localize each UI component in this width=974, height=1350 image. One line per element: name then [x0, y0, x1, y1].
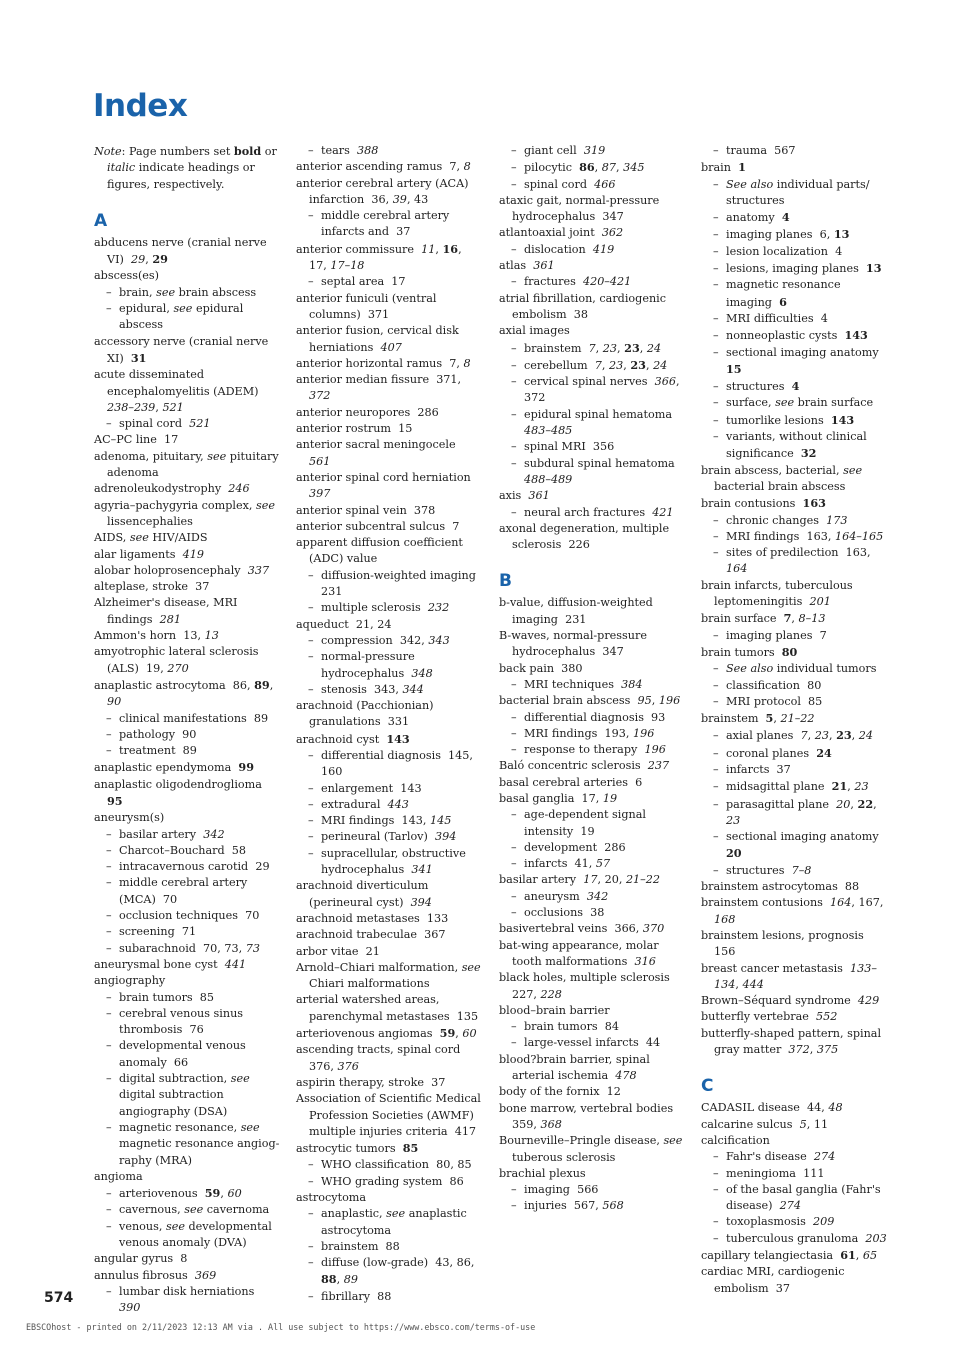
index-entry: anterior cerebral artery (ACA) infarction 36, 39, 43: [296, 176, 469, 206]
index-subentry: – lumbar disk herniations 390: [106, 1284, 258, 1315]
index-entry: brainstem contusions 164, 167, 168: [701, 896, 884, 926]
index-subentry: – clinical manifestations 89: [106, 711, 269, 725]
section-letter-heading: A: [94, 210, 108, 231]
index-subentry: – compression 342, 343: [308, 633, 450, 647]
index-subentry: – imaging 566: [511, 1183, 599, 1197]
index-subentry: – dislocation 419: [511, 242, 615, 256]
index-entry: axis 361: [499, 489, 550, 503]
index-subentry: – magnetic resonance imaging 6: [713, 278, 841, 309]
index-entry: astrocytoma: [296, 1191, 367, 1204]
index-subentry: – fibrillary 88: [308, 1289, 392, 1303]
index-subentry: – tumorlike lesions 143: [713, 412, 855, 427]
index-subentry: – surface, see brain surface: [713, 396, 874, 410]
index-entry: anterior funiculi (ventral columns) 371: [296, 291, 437, 321]
index-entry: aneurysm(s): [94, 811, 165, 825]
index-subentry: – nonneoplastic cysts 143: [713, 328, 868, 343]
index-subentry: – diffuse (low-grade) 43, 86, 88, 89: [308, 1256, 475, 1287]
index-entry: anterior median fissure 371, 372: [296, 373, 462, 403]
index-subentry: – occlusion techniques 70: [106, 909, 260, 923]
index-subentry: – differential diagnosis 93: [511, 710, 666, 724]
index-entry: ataxic gait, normal-pressure hydrocephalus 347: [499, 193, 660, 224]
index-subentry: – MRI findings 193, 196: [511, 726, 655, 740]
index-column-4: [701, 143, 887, 1297]
index-entry: aspirin therapy, stroke 37: [296, 1075, 446, 1089]
index-subentry: – coronal planes 24: [713, 745, 832, 760]
index-column-3: [499, 143, 685, 1215]
index-entry: abducens nerve (cranial nerve VI) 29, 29: [94, 235, 267, 267]
index-subentry: – tears 388: [308, 144, 379, 157]
index-entry: agyria–pachygyria complex, see lissencephalies: [94, 498, 275, 528]
index-subentry: – brainstem 88: [308, 1239, 400, 1253]
index-subentry: – lesion localization 4: [713, 244, 843, 258]
index-subentry: – differential diagnosis 145, 160: [308, 748, 473, 779]
index-subentry: – midsagittal plane 21, 23: [713, 779, 869, 794]
index-entry: anterior ascending ramus 7, 8: [296, 160, 471, 174]
index-entry: apparent diffusion coefficient (ADC) value: [296, 536, 463, 566]
section-letter-heading: B: [499, 571, 512, 592]
index-entry: axial images: [499, 324, 570, 338]
index-subentry: – middle cerebral artery (MCA) 70: [106, 876, 248, 906]
index-entry: cardiac MRI, cardiogenic embolism 37: [701, 1265, 845, 1295]
index-entry: acute disseminated encephalomyelitis (ADEM) 238–239, 521: [94, 368, 263, 414]
index-entry: annulus fibrosus 369: [94, 1268, 217, 1282]
index-subentry: – intracavernous carotid 29: [106, 860, 270, 874]
index-entry: aneurysmal bone cyst 441: [94, 957, 247, 971]
index-entry: breast cancer metastasis 133–134, 444: [701, 961, 877, 991]
index-entry: brain tumors 80: [701, 644, 798, 659]
index-subentry: – See also individual tumors: [713, 662, 877, 676]
index-subentry: – neural arch fractures 421: [511, 505, 674, 519]
index-subentry: – venous, see developmental venous anomaly (DVA): [106, 1219, 272, 1249]
section-letter-heading: C: [701, 1076, 714, 1097]
index-entry: brainstem lesions, prognosis 156: [701, 928, 868, 959]
index-subentry: – See also individual parts/ structures: [713, 177, 870, 207]
index-subentry: – magnetic resonance, see magnetic resonance angiography (MRA): [106, 1120, 280, 1167]
index-subentry: – epidural spinal hematoma 483–485: [511, 407, 676, 438]
index-entry: adrenoleukodystrophy 246: [94, 482, 250, 496]
index-entry: anterior fusion, cervical disk herniations 407: [296, 324, 459, 354]
index-entry: arachnoid metastases 133: [296, 911, 449, 925]
index-entry: basivertebral veins 366, 370: [499, 922, 665, 936]
index-entry: AC–PC line 17: [94, 433, 179, 447]
index-subentry: – of the basal ganglia (Fahr's disease) 274: [713, 1182, 881, 1213]
index-entry: arachnoid (Pacchionian) granulations 331: [296, 699, 434, 729]
index-subentry: – sectional imaging anatomy 15: [713, 345, 883, 376]
index-entry: bat-wing appearance, molar tooth malformations 316: [499, 938, 659, 968]
index-subentry: – lesions, imaging planes 13: [713, 261, 882, 276]
index-subentry: – cervical spinal nerves 366, 372: [511, 375, 680, 405]
index-entry: alobar holoprosencephaly 337: [94, 563, 270, 577]
index-entry: blood?brain barrier, spinal arterial ischemia 478: [499, 1052, 650, 1083]
index-subentry: – screening 71: [106, 925, 197, 939]
index-subentry: – middle cerebral artery infarcts and 37: [308, 209, 450, 239]
index-entry: alteplase, stroke 37: [94, 580, 210, 594]
index-entry: B-waves, normal-pressure hydrocephalus 347: [499, 629, 647, 659]
index-entry: brachial plexus: [499, 1166, 586, 1180]
index-entry: brain infarcts, tuberculous leptomeningitis 201: [701, 578, 853, 609]
index-subentry: – meningioma 111: [713, 1166, 825, 1180]
index-subentry: – cavernous, see cavernoma: [106, 1203, 270, 1217]
index-entry: arterial watershed areas, parenchymal metastases 135: [296, 993, 479, 1023]
index-subentry: – digital subtraction, see digital subtraction angiography (DSA): [106, 1072, 250, 1118]
index-entry: anterior subcentral sulcus 7: [296, 519, 460, 533]
index-entry: b-value, diffusion-weighted imaging 231: [499, 596, 653, 626]
index-subentry: – age-dependent signal intensity 19: [511, 808, 646, 838]
index-entry: brain 1: [701, 160, 746, 175]
index-subentry: – arteriovenous 59, 60: [106, 1186, 242, 1201]
index-subentry: – brainstem 7, 23, 23, 24: [511, 340, 662, 355]
index-entry: basal ganglia 17, 19: [499, 791, 618, 805]
index-subentry: – brain tumors 85: [106, 990, 215, 1004]
index-entry: brainstem 5, 21–22: [701, 711, 815, 726]
index-subentry: – brain tumors 84: [511, 1020, 620, 1034]
footer-text: EBSCOhost - printed on 2/11/2023 12:13 AM via . All use subject to https://www.ebsco.com/terms-of-use: [26, 1322, 536, 1332]
index-subentry: – anaplastic, see anaplastic astrocytoma: [308, 1207, 467, 1237]
index-entry: AIDS, see HIV/AIDS: [94, 531, 208, 545]
index-subentry: – injuries 567, 568: [511, 1199, 624, 1213]
index-entry: Ammon's horn 13, 13: [94, 629, 219, 643]
index-subentry: – supracellular, obstructive hydrocephalus 341: [308, 846, 466, 877]
index-entry: butterfly-shaped pattern, spinal gray matter 372, 375: [701, 1026, 882, 1057]
index-subentry: – MRI protocol 85: [713, 694, 823, 708]
index-entry: arachnoid cyst 143: [296, 731, 410, 746]
index-entry: Arnold–Chiari malformation, see Chiari malformations: [296, 960, 481, 991]
index-entry: calcarine sulcus 5, 11: [701, 1117, 829, 1131]
index-subentry: – sites of predilection 163, 164: [713, 546, 871, 576]
index-entry: abscess(es): [94, 269, 160, 283]
index-entry: angular gyrus 8: [94, 1252, 188, 1266]
index-entry: amyotrophic lateral sclerosis (ALS) 19, 270: [94, 645, 259, 675]
index-subentry: – WHO grading system 86: [308, 1174, 464, 1188]
index-subentry: – pathology 90: [106, 727, 197, 741]
index-subentry: – MRI findings 163, 164–165: [713, 529, 884, 543]
index-entry: Bourneville–Pringle disease, see tuberous sclerosis: [499, 1134, 683, 1164]
index-subentry: – aneurysm 342: [511, 889, 609, 903]
index-subentry: – sectional imaging anatomy 20: [713, 830, 883, 861]
index-subentry: – MRI techniques 384: [511, 677, 643, 691]
index-entry: anterior spinal vein 378: [296, 503, 436, 517]
index-subentry: – tuberculous granuloma 203: [713, 1231, 887, 1245]
index-subentry: – toxoplasmosis 209: [713, 1215, 835, 1229]
index-entry: Baló concentric sclerosis 237: [499, 759, 670, 773]
index-entry: Brown–Séquard syndrome 429: [701, 994, 880, 1008]
index-subentry: – MRI findings 143, 145: [308, 814, 452, 828]
index-subentry: – response to therapy 196: [511, 743, 666, 757]
index-entry: atlantoaxial joint 362: [499, 226, 624, 240]
index-subentry: – brain, see brain abscess: [106, 285, 257, 299]
index-subentry: – diffusion-weighted imaging 231: [308, 568, 480, 599]
index-entry: axonal degeneration, multiple sclerosis 226: [499, 521, 670, 552]
index-subentry: – pilocytic 86, 87, 345: [511, 160, 645, 175]
index-entry: basilar artery 17, 20, 21–22: [499, 873, 661, 887]
index-subentry: – development 286: [511, 840, 626, 854]
index-subentry: – structures 7–8: [713, 863, 812, 877]
index-entry: anterior rostrum 15: [296, 422, 413, 436]
index-subentry: – Charcot–Bouchard 58: [106, 843, 247, 857]
index-entry: anterior spinal cord herniation 397: [296, 470, 475, 501]
index-entry: calcification: [701, 1133, 770, 1147]
index-entry: anterior horizontal ramus 7, 8: [296, 356, 471, 370]
index-entry: adenoma, pituitary, see pituitary adenoma: [94, 449, 279, 480]
index-entry: brain abscess, bacterial, see bacterial brain abscess: [701, 463, 863, 493]
index-subentry: – trauma 567: [713, 144, 796, 157]
index-entry: aqueduct 21, 24: [296, 617, 392, 631]
index-subentry: – enlargement 143: [308, 781, 422, 795]
index-entry: anterior commissure 11, 16, 17, 17–18: [296, 241, 462, 273]
index-subentry: – fractures 420–421: [511, 275, 632, 289]
index-subentry: – infarcts 41, 57: [511, 857, 611, 871]
index-subentry: – multiple sclerosis 232: [308, 601, 450, 615]
index-entry: Association of Scientific Medical Profession Societies (AWMF) multiple injuries criteria 417: [296, 1092, 481, 1138]
index-entry: arteriovenous angiomas 59, 60: [296, 1026, 477, 1041]
index-subentry: – epidural, see epidural abscess: [106, 302, 244, 332]
index-entry: angioma: [94, 1169, 143, 1183]
index-entry: ascending tracts, spinal cord 376, 376: [296, 1043, 464, 1073]
index-entry: anaplastic astrocytoma 86, 89, 90: [94, 677, 274, 709]
index-entry: anaplastic oligodendroglioma 95: [94, 777, 266, 808]
index-entry: atlas 361: [499, 259, 555, 273]
index-entry: bone marrow, vertebral bodies 359, 368: [499, 1101, 677, 1131]
index-subentry: – large-vessel infarcts 44: [511, 1036, 661, 1050]
index-entry: anterior neuropores 286: [296, 405, 439, 419]
index-subentry: – variants, without clinical significance 32: [713, 430, 867, 461]
index-entry: blood–brain barrier: [499, 1003, 610, 1017]
index-subentry: – spinal MRI 356: [511, 440, 615, 454]
index-subentry: – spinal cord 466: [511, 177, 616, 191]
index-subentry: – occlusions 38: [511, 906, 605, 920]
index-column-2: [296, 143, 482, 1305]
index-entry: capillary telangiectasia 61, 65: [701, 1248, 878, 1262]
index-entry: angiography: [94, 974, 166, 988]
index-entry: astrocytic tumors 85: [296, 1141, 419, 1156]
index-subentry: – developmental venous anomaly 66: [106, 1039, 246, 1069]
index-entry: accessory nerve (cranial nerve XI) 31: [94, 334, 269, 365]
index-entry: body of the fornix 12: [499, 1085, 621, 1099]
index-entry: anterior sacral meningocele 561: [296, 438, 460, 468]
index-entry: brainstem astrocytomas 88: [701, 880, 860, 894]
index-subentry: – subarachnoid 70, 73, 73: [106, 941, 261, 955]
index-subentry: – chronic changes 173: [713, 513, 848, 527]
index-subentry: – subdural spinal hematoma 488–489: [511, 456, 679, 486]
index-subentry: – axial planes 7, 23, 23, 24: [713, 728, 874, 743]
index-subentry: – anatomy 4: [713, 210, 790, 225]
index-subentry: – normal-pressure hydrocephalus 348: [308, 650, 433, 680]
index-entry: brain surface 7, 8–13: [701, 611, 826, 626]
index-entry: Alzheimer's disease, MRI findings 281: [94, 596, 238, 626]
index-subentry: – cerebellum 7, 23, 23, 24: [511, 357, 668, 372]
index-entry: alar ligaments 419: [94, 547, 204, 561]
index-subentry: – parasagittal plane 20, 22, 23: [713, 796, 877, 827]
index-subentry: – septal area 17: [308, 275, 406, 289]
index-subentry: – WHO classification 80, 85: [308, 1158, 472, 1172]
index-column-1: [94, 143, 280, 1316]
index-subentry: – structures 4: [713, 379, 800, 394]
index-entry: arachnoid diverticulum (perineural cyst) 394: [296, 879, 432, 909]
index-entry: back pain 380: [499, 661, 583, 675]
index-subentry: – imaging planes 6, 13: [713, 227, 850, 242]
index-entry: anaplastic ependymoma 99: [94, 760, 254, 775]
index-entry: black holes, multiple sclerosis 227, 228: [499, 971, 674, 1001]
index-subentry: – basilar artery 342: [106, 827, 225, 841]
index-subentry: – imaging planes 7: [713, 628, 827, 642]
index-entry: basal cerebral arteries 6: [499, 775, 643, 789]
index-subentry: – spinal cord 521: [106, 417, 211, 431]
index-entry: atrial fibrillation, cardiogenic embolism 38: [499, 291, 666, 321]
page-number: 574: [44, 1290, 74, 1306]
index-subentry: – giant cell 319: [511, 144, 606, 157]
index-subentry: – extradural 443: [308, 797, 409, 811]
index-subentry: – cerebral venous sinus thrombosis 76: [106, 1006, 244, 1037]
index-entry: bacterial brain abscess 95, 196: [499, 694, 681, 708]
index-subentry: – Fahr's disease 274: [713, 1150, 836, 1164]
index-note: Note: Page numbers set bold or italic indicate headings or figures, respectively.: [94, 144, 277, 191]
page-title: Index: [93, 88, 188, 124]
index-entry: arbor vitae 21: [296, 944, 380, 958]
index-subentry: – MRI difficulties 4: [713, 311, 828, 325]
index-entry: butterfly vertebrae 552: [701, 1010, 838, 1024]
index-subentry: – stenosis 343, 344: [308, 682, 424, 696]
index-entry: arachnoid trabeculae 367: [296, 928, 446, 942]
index-subentry: – perineural (Tarlov) 394: [308, 830, 457, 844]
index-subentry: – infarcts 37: [713, 762, 791, 776]
index-subentry: – classification 80: [713, 678, 822, 692]
index-subentry: – treatment 89: [106, 744, 197, 758]
index-entry: CADASIL disease 44, 48: [701, 1101, 843, 1115]
index-entry: brain contusions 163: [701, 496, 826, 511]
